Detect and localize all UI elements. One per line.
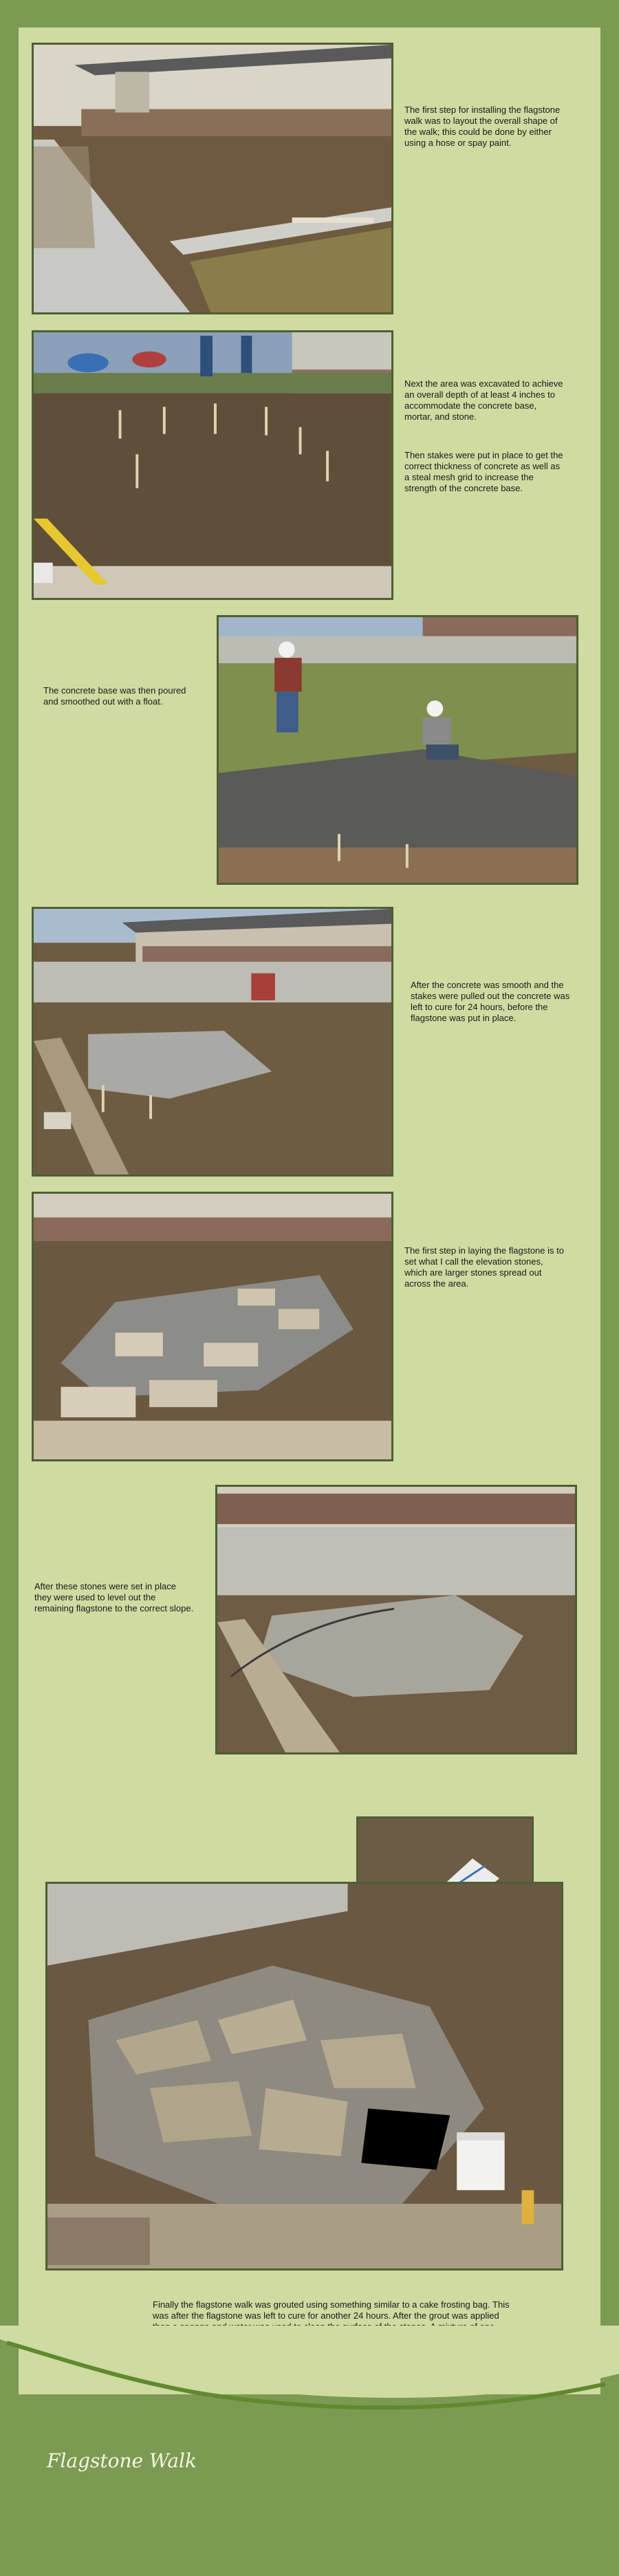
photo-layout <box>32 43 393 314</box>
footer-title: Flagstone Walk <box>47 2449 197 2472</box>
caption-stakes: Then stakes were put in place to get the correct thickness of concrete as well as a steal mesh grid to increase the strength of the concrete base. <box>404 450 563 493</box>
caption-elevation-stones: The first step in laying the flagstone is to set what I call the elevation stones, which are larger stones spread out across the area. <box>404 1245 564 1289</box>
photo-finished-walk <box>45 1882 563 2271</box>
caption-finished: Finally the flagstone walk was grouted using something similar to a cake frosting bag. This was after the flagstone was left to cure for another 24 hours. After the grout was applied <box>153 2299 510 2321</box>
photo-elevation-stones <box>32 1192 393 1461</box>
caption-leveling: After these stones were set in place they were used to level out the remaining flagstone to the correct slope. <box>34 1581 194 1613</box>
caption-layout: The first step for installing the flagstone walk was to layout the overall shape of the walk; this could be done by either using a hose or spay paint. <box>404 105 561 148</box>
caption-pouring: The concrete base was then poured and smoothed out with a float. <box>43 685 186 707</box>
footer-swoosh <box>0 2326 619 2436</box>
caption-excavation: Next the area was excavated to achieve an overall depth of at least 4 inches to accommodate the concrete base, mortar, and stone. <box>404 378 563 422</box>
photo-excavation <box>32 330 393 600</box>
photo-curing <box>32 907 393 1177</box>
caption-curing: After the concrete was smooth and the stakes were pulled out the concrete was left to cure for 24 hours, before the flagstone was put in place. <box>411 980 570 1023</box>
photo-pouring <box>217 615 578 885</box>
photo-leveling <box>215 1485 577 1754</box>
